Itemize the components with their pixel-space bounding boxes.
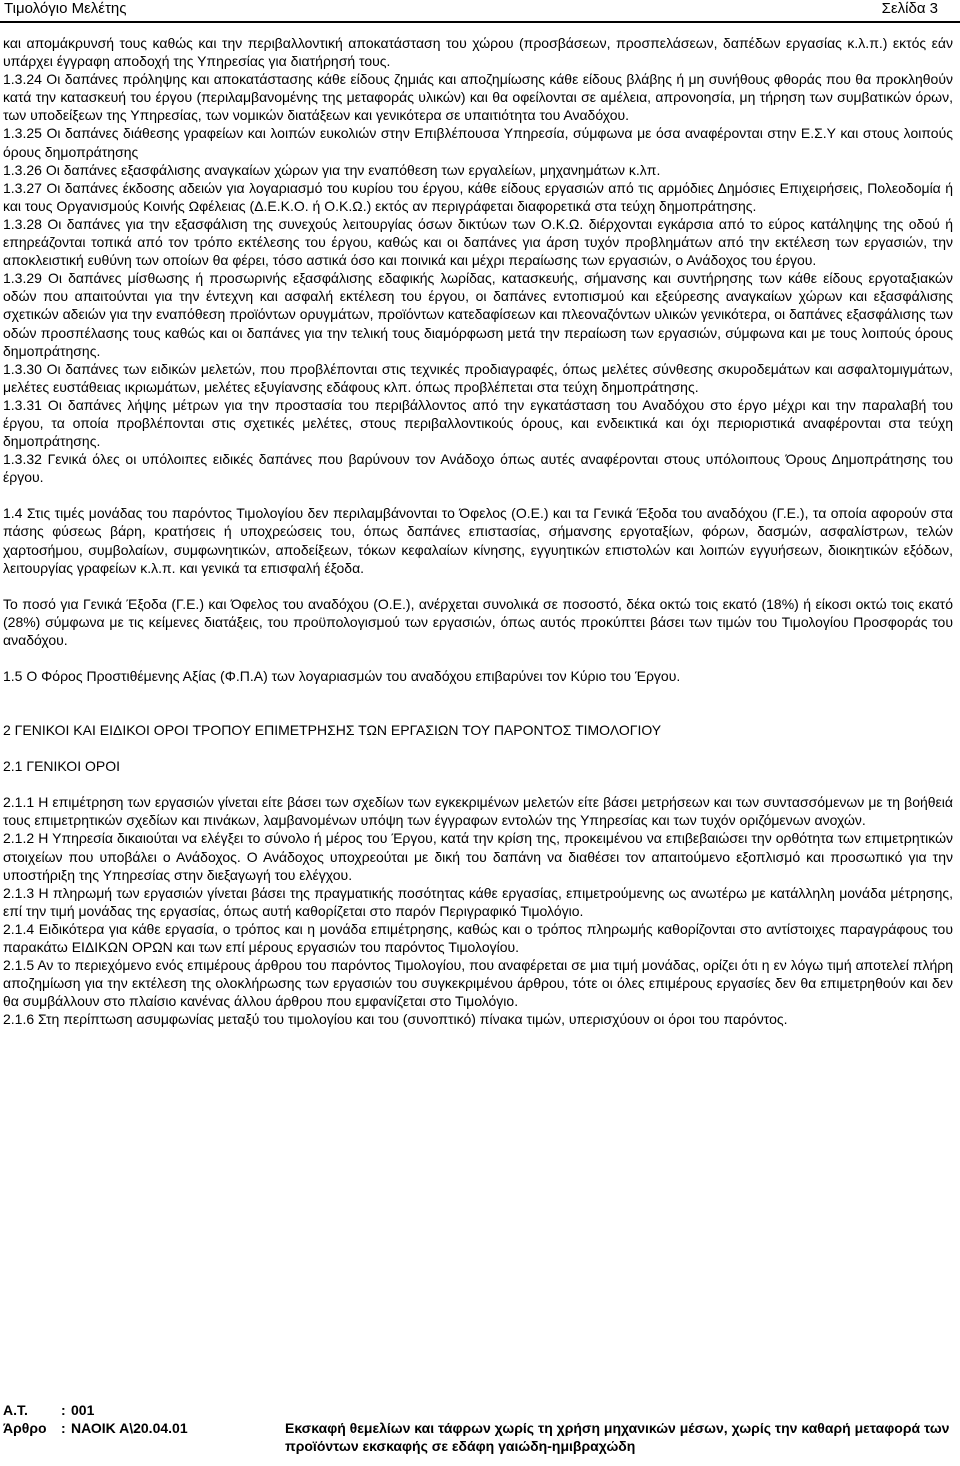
document-body [3, 34, 953, 1029]
paragraph-1-3-26: 1.3.26 Οι δαπάνες εξασφάλισης αναγκαίων χώρων για την εναπόθεση των εργαλείων, μηχανημάτων κ.λπ. [3, 161, 661, 178]
paragraph-1-3-25: 1.3.25 Οι δαπάνες διάθεσης γραφείων και λοιπών ευκολιών στην Επιβλέπουσα Υπηρεσία, σύμφωνα με όσα αναφέρονται στην Ε.Σ.Υ και στους λοιπούς όρους δημοπράτησης [3, 125, 953, 160]
at-colon: : [61, 1402, 66, 1418]
document-title: Τιμολόγιο Μελέτης [4, 0, 127, 17]
article-footer [3, 1401, 953, 1454]
at-row [3, 1401, 953, 1419]
article-code: ΝΑΟΙΚ Α\20.04.01 [71, 1420, 188, 1436]
paragraph-2-1-2: 2.1.2 Η Υπηρεσία δικαιούται να ελέγξει το σύνολο ή μέρος του Έργου, κατά την κρίση της, προκειμένου να επιβεβαιώσει την ορθότητα των επιμετρητικών στοιχείων που υποβάλει ο Ανάδοχος. Ο Ανάδοχος υποχρεούται με δική του δαπάνη να διαθέσει τον απαιτούμενο εξοπλισμό και προσωπικό για την υποστήριξη της Υπηρεσίας στην διεξαγωγή του ελέγχου. [3, 830, 953, 883]
paragraph-1-5: 1.5 Ο Φόρος Προστιθέμενης Αξίας (Φ.Π.Α) των λογαριασμών του αναδόχου επιβαρύνει τον Κύριο του Έργου. [3, 668, 681, 684]
page-header [0, 0, 960, 24]
section-heading-2-1: 2.1 ΓΕΝΙΚΟΙ ΟΡΟΙ [3, 758, 120, 775]
section-heading-2: 2 ΓΕΝΙΚΟΙ ΚΑΙ ΕΙΔΙΚΟΙ ΟΡΟΙ ΤΡΟΠΟΥ ΕΠΙΜΕΤΡΗΣΗΣ ΤΩΝ ΕΡΓΑΣΙΩΝ ΤΟΥ ΠΑΡΟΝΤΟΣ ΤΙΜΟΛΟΓΙΟΥ [3, 722, 662, 739]
paragraph-2-1-5: 2.1.5 Αν το περιεχόμενο ενός επιμέρους άρθρου του παρόντος Τιμολογίου, που αναφέρεται σε μια τιμή μονάδας, ορίζει ότι η εν λόγω τιμή αποτελεί πλήρη αποζημίωση για την εκτέλεση της ολοκλήρωσης των εργασιών του συγκεκριμένου άρθρου, τότε οι όλες επιμέρους εργασίες δεν θα επιμετρηθούν και δεν θα συμβάλλουν στο πλαίσιο κανένας άλλου άρθρου που εμφανίζεται στο Τιμολόγιο. [3, 957, 953, 1010]
paragraph-2-1-4: 2.1.4 Ειδικότερα για κάθε εργασία, ο τρόπος και η μονάδα επιμέτρησης, καθώς και ο τρόπος πληρωμής καθορίζονται στο αντίστοιχες παραγράφους του παρακάτω ΕΙΔΙΚΩΝ ΟΡΩΝ και των επί μέρους εργασιών του παρόντος Τιμολογίου. [3, 920, 953, 956]
paragraph-1-3-28: 1.3.28 Οι δαπάνες για την εξασφάλιση της συνεχούς λειτουργίας όσων δικτύων των Ο.Κ.Ω. διέρχονται εγκάρσια από το εύρος κατάληψης της οδού ή επηρεάζονται τοπικά από τον τρόπο εκτέλεσης του έργου, καθώς και οι δαπάνες για άρση τυχόν προβλημάτων από την εκτέλεση των εργασιών, την αποκλειστική ευθύνη των οποίων θα φέρει, τόσο αστικά όσο και ποινικά και μέχρι περαίωσης των εργασιών, ο Ανάδοχος του έργου. [3, 215, 953, 269]
paragraph-1-3-29: 1.3.29 Οι δαπάνες μίσθωσης ή προσωρινής εξασφάλισης εδαφικής λωρίδας, κατασκευής, σήμανσης και συντήρησης των κάθε είδους εργοταξιακών οδών που απαιτούνται για την έντεχνη και ασφαλή εκτέλεση του έργου, οι δαπάνες εντοπισμού και εξεύρεσης αναγκαίων χώρων και εξασφάλισης σχετικών αδειών για την εναπόθεση προϊόντων ορυγμάτων, προϊόντων κατεδαφίσεων και πλεοναζόντων υλικών γενικότερα, οι δαπάνες εξασφάλισης των οδών προσπέλασης τους καθώς και οι δαπάνες για την τελική τους διαμόρφωση μετά την περαίωση των εργασιών, σύμφωνα και με τους λοιπούς όρους δημοπράτησης. [3, 270, 953, 359]
header-rule [0, 21, 960, 23]
paragraph-1-3-32: 1.3.32 Γενικά όλες οι υπόλοιπες ειδικές δαπάνες που βαρύνουν τον Ανάδοχο όπως αυτές αναφέρονται στους υπόλοιπους Όρους Δημοπράτησης του έργου. [3, 451, 953, 486]
paragraph-1-3-30: 1.3.30 Οι δαπάνες των ειδικών μελετών, που προβλέπονται στις τεχνικές προδιαγραφές, όπως μελέτες σύνθεσης σκυροδεμάτων και ασφαλτομιγμάτων, μελέτες ευστάθειας ικριωμάτων, μελέτες εξυγίανσης εδάφους κλπ. όπως προβλέπεται στα τεύχη δημοπράτησης. [3, 360, 953, 395]
paragraph-1-3-24: 1.3.24 Οι δαπάνες πρόληψης και αποκατάστασης κάθε είδους ζημιάς και αποζημίωσης κάθε είδους βλάβης ή μη συνήθους φθοράς που θα προκληθούν κατά την κατασκευή του έργου (περιλαμβανομένης της μεταφοράς υλικών) και θα οφείλονται σε αμέλεια, απρονοησία, μη τήρηση των συμβατικών όρων, των υποδείξεων της Υπηρεσίας, των νομικών διατάξεων και γενικότερα σε υπαιτιότητα του Αναδόχου. [3, 71, 953, 124]
article-row [3, 1419, 953, 1454]
article-colon: : [61, 1420, 66, 1436]
article-label: Άρθρο [3, 1420, 47, 1436]
at-value: 001 [71, 1402, 95, 1418]
paragraph-2-1-3: 2.1.3 Η πληρωμή των εργασιών γίνεται βάσει της πραγματικής ποσότητας κάθε εργασίας, επιμετρούμενης ως ανωτέρω με κατάλληλη μονάδα μέτρησης, επί την τιμή μονάδας της εργασίας, όπως αυτή καθορίζεται στο παρόν Περιγραφικό Τιμολόγιο. [3, 884, 953, 919]
paragraph-2-1-1: 2.1.1 Η επιμέτρηση των εργασιών γίνεται είτε βάσει των σχεδίων των εγκεκριμένων μελετών είτε βάσει μετρήσεων και των συντασσόμενων με τη βοήθειά τους επιμετρητικών σχεδίων και πινάκων, λαμβανομένων υπόψη των έγγραφων εντολών της Υπηρεσίας και των τυχόν οριζόμενων ανοχών. [3, 794, 953, 829]
article-description: Εκσκαφή θεμελίων και τάφρων χωρίς τη χρήση μηχανικών μέσων, χωρίς την καθαρή μεταφορά των προϊόντων εκσκαφής σε εδάφη γαιώδη-ημιβραχώδη [285, 1420, 950, 1454]
paragraph-general-expenses: Το ποσό για Γενικά Έξοδα (Γ.Ε.) και Όφελος του αναδόχου (Ο.Ε.), ανέρχεται συνολικά σε ποσοστό, δέκα οκτώ τοις εκατό (18%) ή είκοσι οκτώ τοις εκατό (28%) σύμφωνα με τις κείμενες διατάξεις, του προϋπολογισμού των εργασιών, όπως αυτός προκύπτει βάσει των τιμών του Τιμολογίου Προσφοράς του αναδόχου. [3, 595, 953, 648]
page-number: Σελίδα 3 [881, 0, 938, 17]
at-label: Α.Τ. [3, 1402, 28, 1418]
paragraph-continuation: και απομάκρυνσή τους καθώς και την περιβαλλοντική αποκατάσταση του χώρου (προσβάσεων, προσπελάσεων, δαπέδων εργασίας κ.λ.π.) εκτός εάν υπάρχει έγγραφη αποδοχή της Υπηρεσίας για διατήρησή τους. [3, 35, 953, 70]
paragraph-1-3-31: 1.3.31 Οι δαπάνες λήψης μέτρων για την προστασία του περιβάλλοντος από την εγκατάσταση του Αναδόχου στο έργο μέχρι και την παραλαβή του έργου, τα οποία προβλέπονται στις σχετικές μελέτες, στους περιβαλλοντικούς όρους, και ενδεικτικά και όχι περιοριστικά αναφέρονται στα τεύχη δημοπράτησης. [3, 396, 953, 450]
paragraph-1-4: 1.4 Στις τιμές μονάδας του παρόντος Τιμολογίου δεν περιλαμβάνονται το Όφελος (Ο.Ε.) και τα Γενικά Έξοδα του αναδόχου (Γ.Ε.), τα οποία αφορούν στα πάσης φύσεως βάρη, κρατήσεις ή υποχρεώσεις του, όπως δαπάνες επιστασίας, σήμανσης εργοταξίων, φόρων, δασμών, ασφαλίστρων, τελών χαρτοσήμου, συμβολαίων, συμφωνητικών, αποδείξεων, τόκων κεφαλαίων κίνησης, εγγυητικών επιστολών και λοιπών εγγυήσεων, διοικητικών εξόδων, λειτουργίας γραφείων κ.λ.π. και γενικά τα επισφαλή έξοδα. [3, 505, 953, 576]
paragraph-2-1-6: 2.1.6 Στη περίπτωση ασυμφωνίας μεταξύ του τιμολογίου και του (συνοπτικό) πίνακα τιμών, υπερισχύουν οι όροι του παρόντος. [3, 1011, 788, 1028]
paragraph-1-3-27: 1.3.27 Οι δαπάνες έκδοσης αδειών για λογαριασμό του κυρίου του έργου, κάθε είδους εργασιών από τις αρμόδιες Δημόσιες Επιχειρήσεις, Πολεοδομία ή και τους Οργανισμούς Κοινής Ωφέλειας (Δ.Ε.Κ.Ο. ή Ο.Κ.Ω.) εκτός αν περιγράφεται διαφορετικά στα τεύχη δημοπράτησης. [3, 179, 953, 214]
